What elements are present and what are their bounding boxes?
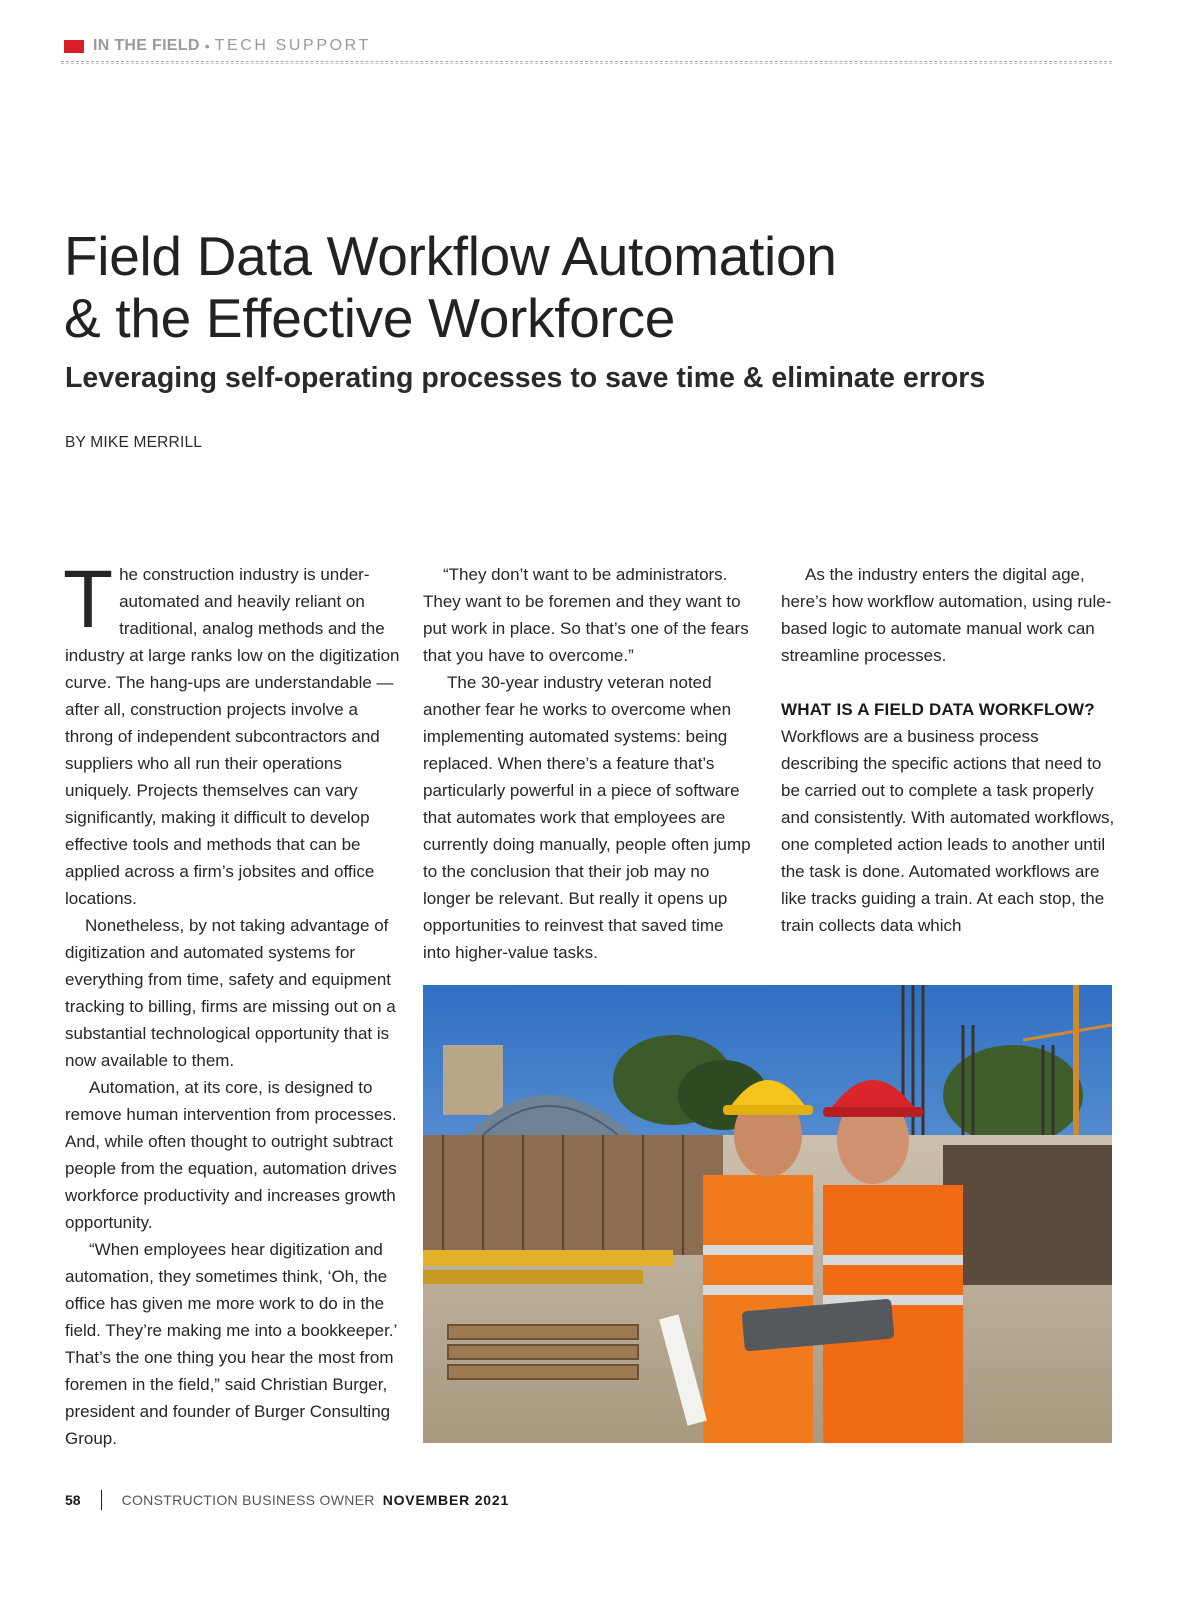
paragraph: Workflows are a business process describing the specific actions that need to be carried out to complete a task properly and consistently. With automated workflows, one completed action leads to another until the task is done. Automated workflows are like tracks guiding a train. At each stop, the train collects data which: [781, 727, 1115, 935]
paragraph: “When employees hear digitization and automation, they sometimes think, ‘Oh, the office has given me more work to do in the field. They’re making me into a bookkeeper.’ That’s the one thing you hear the most from foremen in the field,” said Christian Burger, president and founder of Burger Consulting Group.: [65, 1240, 397, 1448]
title-line-1: Field Data Workflow Automation: [64, 225, 837, 287]
section-separator: •: [204, 38, 210, 54]
section-label: IN THE FIELD: [93, 37, 200, 54]
page-number: 58: [65, 1492, 81, 1508]
issue-date: NOVEMBER 2021: [382, 1492, 510, 1508]
paragraph: Nonetheless, by not taking advantage of digitization and automated systems for everything from time, safety and equipment tracking to billing, firms are missing out on a substantial technological opportunity that is now available to them.: [65, 916, 396, 1070]
page-footer: [65, 1490, 509, 1510]
byline: BY MIKE MERRILL: [65, 434, 203, 451]
section-heading: WHAT IS A FIELD DATA WORKFLOW?: [781, 700, 1095, 719]
subsection-label: TECH SUPPORT: [214, 37, 371, 54]
paragraph: The 30-year industry veteran noted another fear he works to overcome when implementing automated systems: being replaced. When there’s a feature that’s particularly powerful in a piece of software that automates work that employees are currently doing manually, people often jump to the conclusion that their job may no longer be relevant. But really it opens up opportunities to reinvest that saved time into higher-value tasks.: [423, 673, 751, 962]
paragraph: Automation, at its core, is designed to remove human intervention from processes. And, while often thought to outright subtract people from the equation, automation drives workforce productivity and increases growth opportunity.: [65, 1078, 397, 1232]
paragraph-text: he construction industry is under-automated and heavily reliant on traditional, analog methods and the industry at large ranks low on the digitization curve. The hang-ups are understandable — after all, construction projects involve a throng of independent subcontractors and suppliers who all run their operations uniquely. Projects themselves can vary significantly, making it difficult to develop effective tools and methods that can be applied across a firm’s jobsites and office locations.: [65, 565, 400, 908]
column-3: [781, 561, 1116, 939]
drop-cap: T: [63, 554, 114, 645]
header-rule-secondary: [61, 63, 1112, 64]
publication-name: CONSTRUCTION BUSINESS OWNER: [121, 1492, 375, 1508]
header-rule: [61, 61, 1112, 62]
title-line-2: & the Effective Workforce: [64, 287, 676, 349]
section-color-block: [64, 40, 84, 53]
footer-divider: [101, 1490, 102, 1510]
article-title: [64, 225, 1064, 349]
column-1: [63, 554, 400, 1452]
article-subtitle: Leveraging self-operating processes to save time & eliminate errors: [65, 362, 986, 394]
column-2: [423, 561, 753, 966]
article-photo: [423, 985, 1112, 1443]
section-header: [64, 36, 371, 56]
paragraph: [63, 554, 400, 912]
paragraph: “They don’t want to be administrators. They want to be foremen and they want to put work in place. So that’s one of the fears that you have to overcome.”: [423, 565, 749, 665]
paragraph: As the industry enters the digital age, here’s how workflow automation, using rule-based logic to automate manual work can streamline processes.: [781, 565, 1112, 665]
